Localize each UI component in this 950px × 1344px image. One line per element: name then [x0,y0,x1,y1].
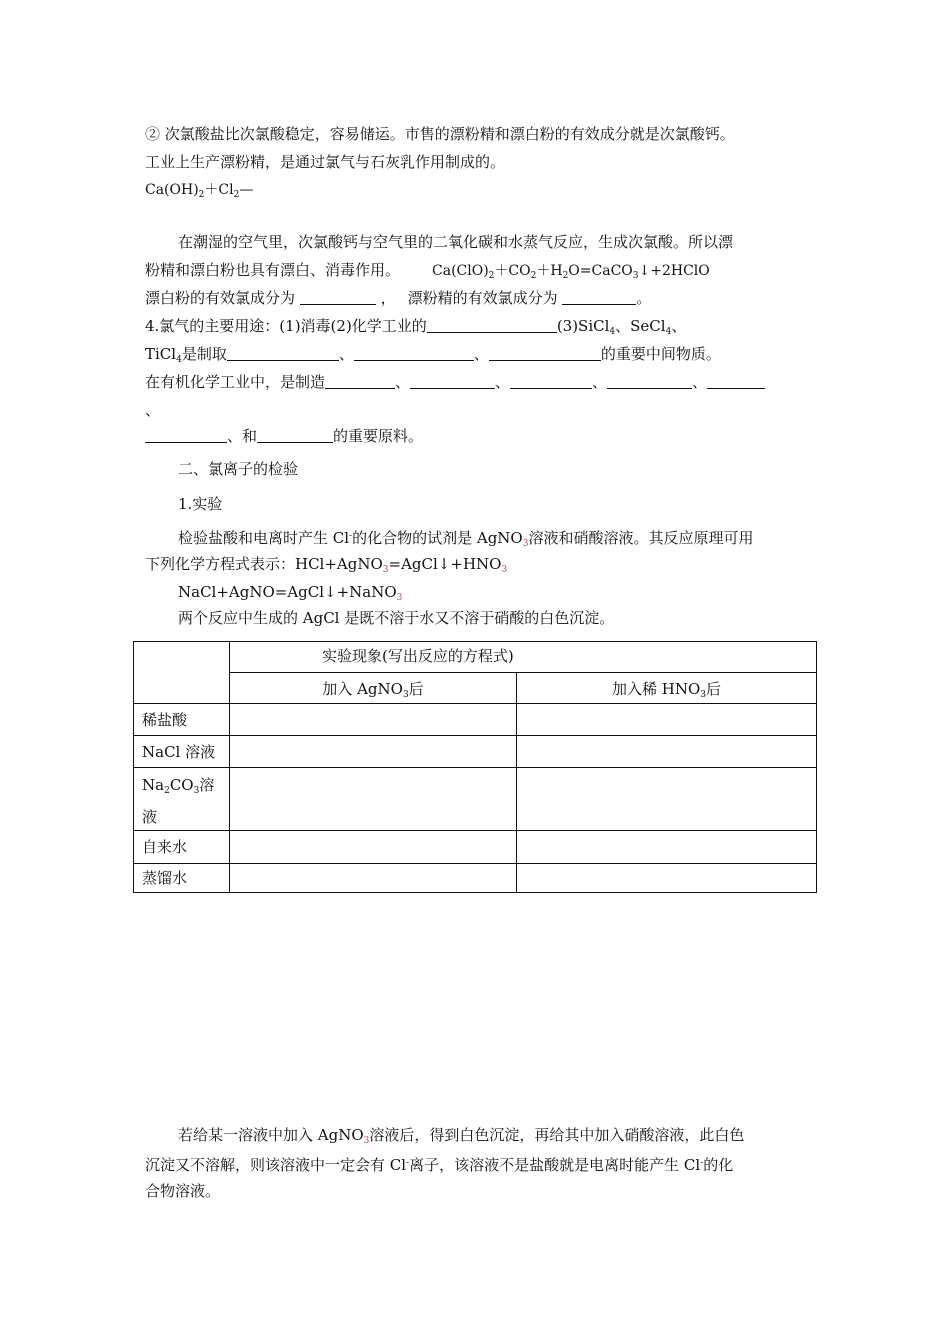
blank-bleaching-powder[interactable] [300,290,376,305]
row-label-distilled-water: 蒸馏水 [134,864,230,893]
blank-organic-1[interactable] [325,374,395,389]
table-row [134,831,817,864]
cell-hcl-agno3[interactable] [230,704,517,736]
p2-line1: 在潮湿的空气里，次氯酸钙与空气里的二氧化碳和水蒸气反应，生成次氯酸。所以漂 [178,233,734,251]
cell-tap-water-agno3[interactable] [230,831,517,864]
p4-line1: 4.氯气的主要用途：(1)消毒(2)化学工业的 (3)SiCl$_4$、SeCl$_4$、 [145,317,687,337]
conclusion-line2: 沉淀又不溶解，则该溶液中一定会有 Cl-离子，该溶液不是盐酸就是电离时能产生 Cl-的化 [145,1156,734,1174]
row-label-na2co3: $Na_2CO_3$溶 液 [134,768,230,831]
p2-line2: 粉精和漂白粉也具有漂白、消毒作用。 $Ca(ClO)_2+CO_2+H_2O=CaCO_3↓+2HClO$ [145,261,710,281]
p4-line2: TiCl$_4$是制取 、 、 的重要中间物质。 [145,345,721,365]
table-row [134,864,817,893]
p2-equation: $Ca(ClO)_2+CO_2+H_2O=CaCO_3↓+2HClO$ [432,263,710,281]
table-corner-cell [134,642,230,704]
s2-line1: 检验盐酸和电离时产生 Cl-的化合物的试剂是 AgNO$_3$溶液和硝酸溶液。其反应原理可用 [178,529,754,549]
cell-nacl-agno3[interactable] [230,736,517,768]
row-label-hcl: 稀盐酸 [134,704,230,736]
row-label-nacl: NaCl 溶液 [134,736,230,768]
blank-intermediate-3[interactable] [489,346,601,361]
blank-organic-4[interactable] [607,374,692,389]
blank-organic-6[interactable] [145,428,227,443]
blank-organic-2[interactable] [410,374,495,389]
cell-tap-water-hno3[interactable] [517,831,817,864]
blank-chem-industry[interactable] [427,318,557,333]
table-row [134,704,817,736]
s2-line3: NaCl+AgNO=AgCl↓+NaNO$_3$ [178,583,403,603]
p4-line5: 、和 的重要原料。 [145,426,423,446]
s2-line2: 下列化学方程式表示：$HCl+AgNO_3=AgCl↓+HNO_3$ [145,555,508,575]
table-row [134,768,817,831]
p3-line: 漂白粉的有效氯成分为 ， 漂粉精的有效氯成分为 。 [145,289,652,307]
p1-equation: $Ca(OH)_2+Cl_2—$ [145,182,254,200]
cell-na2co3-agno3[interactable] [230,768,517,831]
row-label-tap-water: 自来水 [134,831,230,864]
col-header-agno3: 加入 AgNO$_3$后 [230,673,517,704]
conclusion-line1: 若给某一溶液中加入 AgNO$_3$溶液后，得到白色沉淀，再给其中加入硝酸溶液，此白色 [178,1126,745,1146]
p4-line3: 在有机化学工业中，是制造 、 、 、 、 [145,372,765,392]
blank-organic-5[interactable] [707,374,765,389]
blank-organic-7[interactable] [257,428,333,443]
conclusion-line3: 合物溶液。 [145,1182,221,1200]
blank-intermediate-1[interactable] [227,346,339,361]
cell-nacl-hno3[interactable] [517,736,817,768]
subsection-title: 1.实验 [178,495,223,513]
cell-distilled-water-agno3[interactable] [230,864,517,893]
col-header-hno3: 加入稀 $HNO_3$后 [517,673,817,704]
p4-line4: 、 [145,401,161,419]
s2-line4: 两个反应中生成的 AgCl 是既不溶于水又不溶于硝酸的白色沉淀。 [178,609,615,627]
cell-hcl-hno3[interactable] [517,704,817,736]
experiment-table [133,641,817,893]
cell-distilled-water-hno3[interactable] [517,864,817,893]
table-row [134,736,817,768]
p1-line1: ② 次氯酸盐比次氯酸稳定，容易储运。市售的漂粉精和漂白粉的有效成分就是次氯酸钙。 [145,125,735,143]
cell-na2co3-hno3[interactable] [517,768,817,831]
blank-organic-3[interactable] [510,374,592,389]
table-header: 实验现象(写出反应的方程式) [230,642,817,673]
p1-line2: 工业上生产漂粉精，是通过氯气与石灰乳作用制成的。 [145,153,506,171]
section-title: 二、氯离子的检验 [178,460,299,478]
blank-bleaching-essence[interactable] [562,290,636,305]
blank-intermediate-2[interactable] [354,346,474,361]
